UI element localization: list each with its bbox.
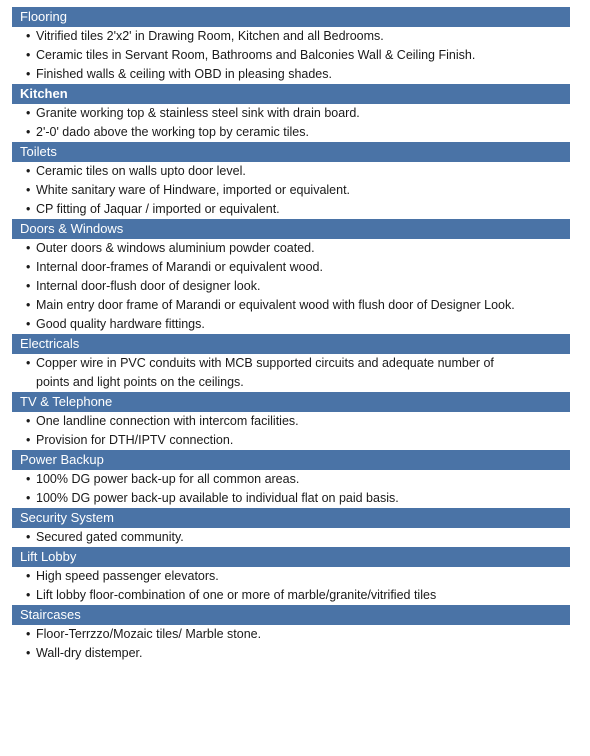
section-header-power-backup: Power Backup xyxy=(12,450,570,470)
security-list xyxy=(12,528,570,547)
section-header-kitchen: Kitchen xyxy=(12,84,570,104)
list-item: • Internal door-flush door of designer look. xyxy=(12,277,570,296)
section-header-toilets: Toilets xyxy=(12,142,570,162)
section-header-doors-windows: Doors & Windows xyxy=(12,219,570,239)
list-item: • Finished walls & ceiling with OBD in pleasing shades. xyxy=(12,65,570,84)
list-item: • Vitrified tiles 2'x2' in Drawing Room, Kitchen and all Bedrooms. xyxy=(12,27,570,46)
list-item: • One landline connection with intercom facilities. xyxy=(12,412,570,431)
list-item: • Internal door-frames of Marandi or equivalent wood. xyxy=(12,258,570,277)
power-backup-list xyxy=(12,470,570,508)
lift-lobby-list xyxy=(12,567,570,605)
list-item: • Wall-dry distemper. xyxy=(12,644,570,663)
list-item: • Granite working top & stainless steel sink with drain board. xyxy=(12,104,570,123)
list-item: • White sanitary ware of Hindware, imported or equivalent. xyxy=(12,181,570,200)
section-header-tv-telephone: TV & Telephone xyxy=(12,392,570,412)
section-header-security-system: Security System xyxy=(12,508,570,528)
section-doors-windows xyxy=(12,219,570,334)
doors-windows-list xyxy=(12,239,570,334)
section-lift-lobby xyxy=(12,547,570,605)
section-flooring xyxy=(12,7,570,84)
list-item: • Ceramic tiles in Servant Room, Bathrooms and Balconies Wall & Ceiling Finish. xyxy=(12,46,570,65)
section-header-lift-lobby: Lift Lobby xyxy=(12,547,570,567)
list-item: • Main entry door frame of Marandi or equivalent wood with flush door of Designer Look. xyxy=(12,296,570,315)
list-item: • 100% DG power back-up for all common areas. xyxy=(12,470,570,489)
specifications-sheet xyxy=(12,7,570,663)
list-item: • Outer doors & windows aluminium powder coated. xyxy=(12,239,570,258)
section-header-electricals: Electricals xyxy=(12,334,570,354)
section-toilets xyxy=(12,142,570,219)
section-staircases xyxy=(12,605,570,663)
list-item: • Floor-Terrzzo/Mozaic tiles/ Marble stone. xyxy=(12,625,570,644)
section-power-backup xyxy=(12,450,570,508)
list-item: • Copper wire in PVC conduits with MCB supported circuits and adequate number of points and light points on the ceilings. xyxy=(12,354,570,392)
list-item: • CP fitting of Jaquar / imported or equivalent. xyxy=(12,200,570,219)
list-item: • Good quality hardware fittings. xyxy=(12,315,570,334)
section-security-system xyxy=(12,508,570,547)
section-header-staircases: Staircases xyxy=(12,605,570,625)
list-item: • 2'-0' dado above the working top by ceramic tiles. xyxy=(12,123,570,142)
electricals-list xyxy=(12,354,570,392)
list-item: • Lift lobby floor-combination of one or more of marble/granite/vitrified tiles xyxy=(12,586,570,605)
section-kitchen xyxy=(12,84,570,142)
section-electricals xyxy=(12,334,570,392)
list-item: • High speed passenger elevators. xyxy=(12,567,570,586)
flooring-list xyxy=(12,27,570,84)
list-item: • Secured gated community. xyxy=(12,528,570,547)
list-item: • Ceramic tiles on walls upto door level. xyxy=(12,162,570,181)
list-item: • Provision for DTH/IPTV connection. xyxy=(12,431,570,450)
staircases-list xyxy=(12,625,570,663)
toilets-list xyxy=(12,162,570,219)
section-header-flooring: Flooring xyxy=(12,7,570,27)
tv-telephone-list xyxy=(12,412,570,450)
list-item: • 100% DG power back-up available to individual flat on paid basis. xyxy=(12,489,570,508)
kitchen-list xyxy=(12,104,570,142)
section-tv-telephone xyxy=(12,392,570,450)
